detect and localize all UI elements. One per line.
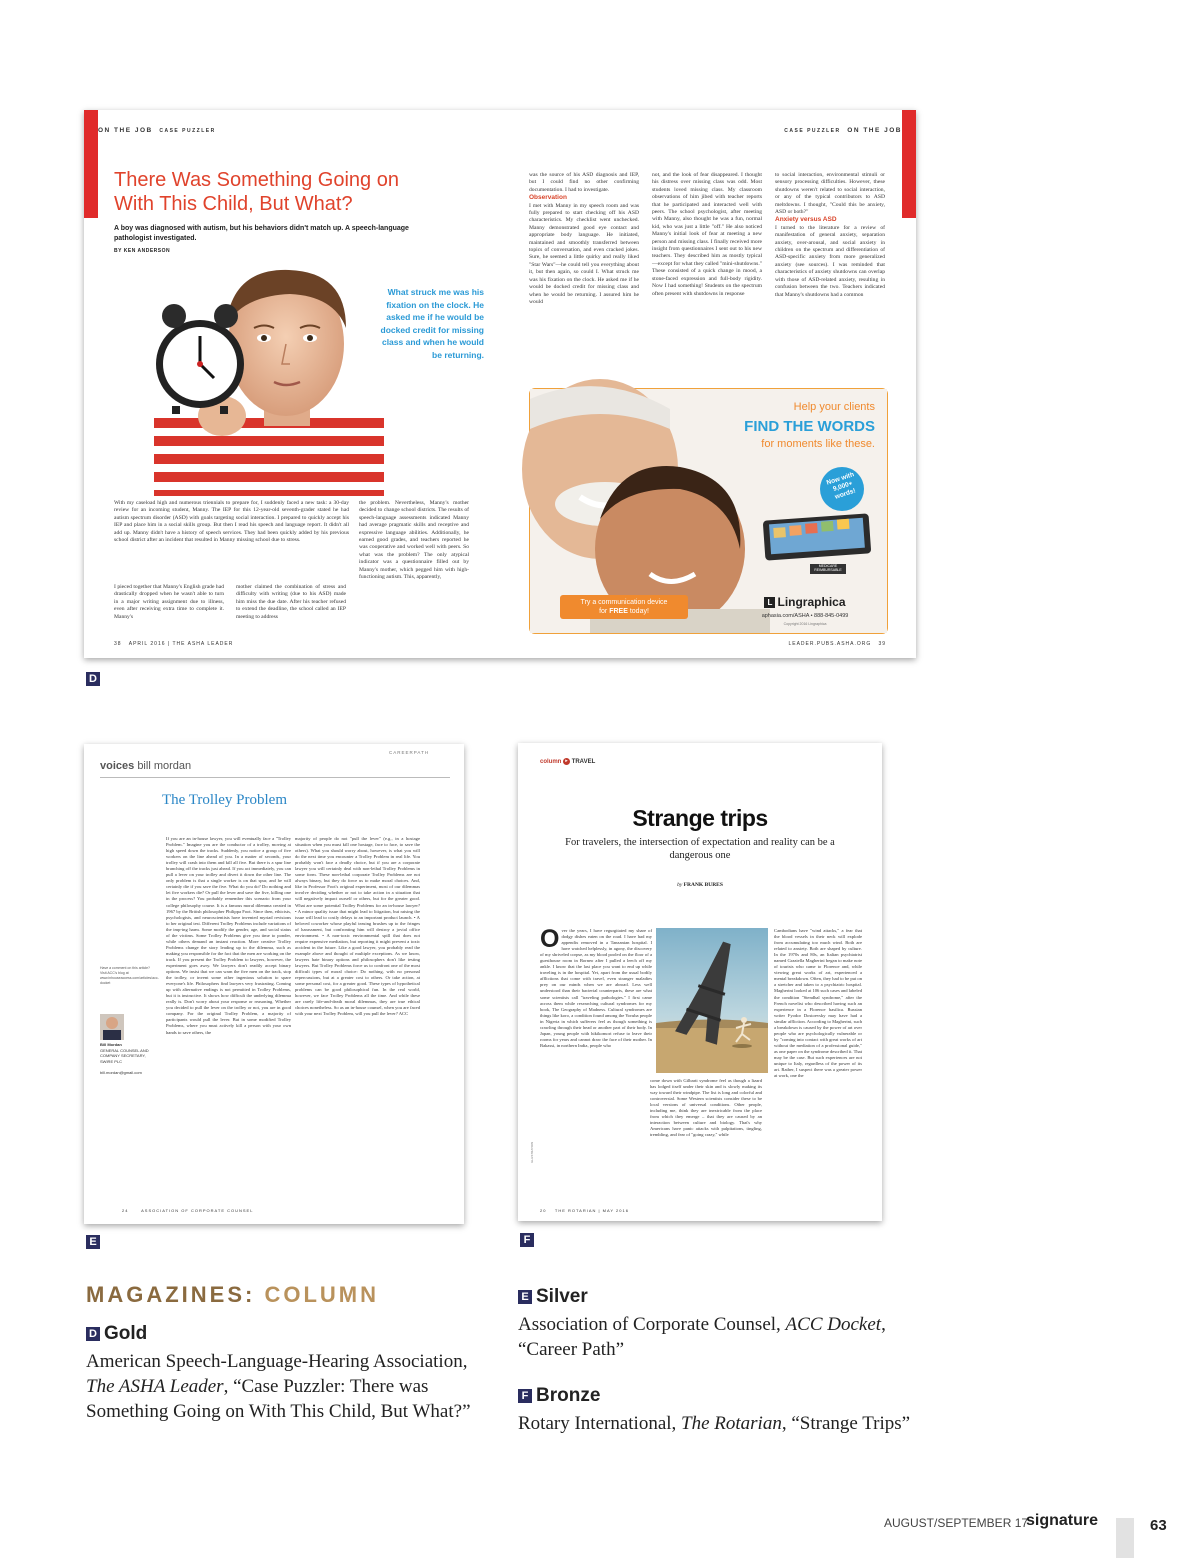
author-box: Bill Mordan GENERAL COUNSEL AND COMPANY SECRETARY, SWIRE PLC bill.mordan@gmail.com xyxy=(100,1042,149,1075)
article-deck: A boy was diagnosed with autism, but his behaviors didn't match up. A speech-language pathologist investigated. xyxy=(114,225,409,242)
right-body-col-2: not, and the look of fear disappeared. I thought his distress over missing class was odd. Most students loved missing class. My classroom observations of him jibed with teacher reports that he participated and interacted well with peers. The school psychologist, after meeting with Manny, also thought he was a fun, normal kid, who was just a little "off." He also noticed Manny's initial look of fear at meeting a new person and missing class. I finally received more insight from questionnaires I sent out to his new teachers. They described him as mostly typical—except for what they called "mini-shutdowns." These consisted of a quick change in mood, a stone-faced expression and full-body rigidity. Now I had something! Students on the spectrum often present with shutdowns in response xyxy=(652,172,762,297)
page-f xyxy=(518,743,882,1221)
left-body-text-3: mother claimed the combination of stress and difficulty with writing (due to his ASD) made him miss the due date. After his teacher refused to extend the deadline, the school called an IEP meeting to address xyxy=(236,584,346,620)
silver-award xyxy=(518,1286,938,1362)
bronze-badge: F xyxy=(518,1389,532,1403)
silver-entry: Association of Corporate Counsel, ACC Docket, “Career Path” xyxy=(518,1314,886,1360)
ad-line-3: for moments like these. xyxy=(761,438,875,450)
ad-medicare: MEDICARE REIMBURSABLE xyxy=(814,564,842,572)
eiffel-tower-art xyxy=(656,928,768,1073)
lingraphica-ad[interactable] xyxy=(529,388,888,634)
article-col-2-f: come down with Gilbarti syndrome feel as though a lizard has lodged itself under their skin and is slowly making its way toward their windpipe. The list is long and colorful and controversial. Some Western scientists consider these to be local versions of universal conditions. Other people, including me, think they are inextricable from the place from which they emerge – that they are caused by an interaction between culture and biology. That's why Americans have panic attacks with palpitations, tingling, trembling, and fear of "going crazy," while xyxy=(650,1078,762,1138)
byline: BY KEN ANDERSON xyxy=(114,248,171,254)
article-title-e: The Trolley Problem xyxy=(162,792,288,808)
ad-copyright: Copyright 2016 Lingraphica xyxy=(783,622,827,626)
article-deck-f: For travelers, the intersection of expectation and reality can be a dangerous one xyxy=(565,837,835,861)
gold-badge: D xyxy=(86,1327,100,1341)
left-body-text-4: the problem. Nevertheless, Manny's mother decided to change school districts. The results of speech-language assessments indicated Manny had average pragmatic skills and receptive and expressive language abilities. Additionally, he earned good grades, and teachers reported he was cooperative and worked well with peers. So what was the problem? The only atypical indicator was a questionnaire filled out by Manny's mother, which pegged him with high-functioning autism. This, apparently, xyxy=(359,500,469,581)
bronze-heading xyxy=(518,1385,938,1407)
eiffel-tower-illustration xyxy=(656,928,768,1073)
article-col-2: majority of people do not "pull the lever" (e.g., in a hostage situation when you must kill one hostage, face to face, to save the others). What you should worry about, however, is what you will do the next time you encounter a Trolley Problem in real life. You probably won't face a deadly choice, but if you are a corporate lawyer you will certainly deal with non-lethal Trolley Problems in some form. These non-lethal corporate Trolley Problems are not always binary, but they do force us to make moral choices. And, like in Professor Foot's original experiment, most of our dilemmas involve deciding whether or not to take action in a situation that will negatively impact ourself or others, but for the greater good. What are some potential Trolley Problems for an in-house lawyer? • A minor quality issue that might lead to litigation, but raising the issue will lead to costly delays to an important product launch. • A beloved coworker whose playful teasing brushes up to the fringes of harassment, but confronting him will destroy a jovial office environment. • A non-toxic environmental spill that does not require expensive mediation, but reporting it might prevent a toxic accident in the future. Like a good lawyer, you probably read the example above and thought of multiple exceptions. As we know, lawyers hate binary options and philosophers don't like testing lawyers. But Trolley Problems force us to confront one of the most difficult types of moral choice: Do nothing, with no personal repercussions, but at a greater cost to others. Or take action, at some personal cost, for a greater good. These types of hypothetical problems can be good philosophical fun. In the real world, however, we face Trolley Problems all the time. And while these are rarely life-and-death moral dilemmas, they are true ethical choices nonetheless. So as an in-house counsel, when you are faced with your next Trolley Problem, will you pull the lever? ACC xyxy=(295,836,420,1017)
column-head: voices bill mordan xyxy=(100,760,192,772)
boy-clock-photo xyxy=(114,266,484,494)
article-title-f: Strange trips xyxy=(632,805,768,831)
article-col-3-f: Cambodians have "wind attacks," a fear that the blood vessels in their neck will explode from accumulating too much wind. Both are related to anxiety. Both are shaped by culture. In the 1970s and 80s, an Italian psychiatrist named Graziella Magherini began to make note of tourists who came to Florence and, while viewing great works of art, experienced a mental breakdown. Often, they had to be put on a stretcher and taken to a psychiatric hospital. Magherini looked at 106 such cases and labeled the condition "Stendhal syndrome," after the French novelist who described having such an experience in a Florence basilica. Russian writer Fyodor Dostoevsky may have had a similar affliction. According to Magherini, such a breakdown is caused by the power of art over people who are psychologically vulnerable or by "coming into contact with great works of art without the mediation of a professional guide," as one paper on the syndrome described it. That may be the case. But such experiences are not unique to Italy, regardless of the power of its art. Rather, I suspect there was a greater power at work, one the xyxy=(774,928,862,1079)
silver-heading xyxy=(518,1286,938,1308)
article-col-1: If you are an in-house lawyer, you will eventually face a "Trolley Problem." Imagine you are the conductor of a trolley, moving at high speed down the tracks. Suddenly, you notice a group of five workers on the line ahead of you. In a matter of seconds, your trolley will crash into them and kill all five. But there is a spur line branching off the tracks just ahead. If you act immediately, you can pull a lever on your trolley and divert it down the other line. The only problem is that a single worker is on that spur, and he will certainly die if you save the five. What do you do? Do nothing and let five workers die? Or pull the lever and save the five, killing one in the process? You probably remember this scenario from your college philosophy course. It is a famous moral dilemma created in 1967 by the British philosopher Philippa Foot. Since then, ethicists, psychologists, and neuroscientists have invented myriad revisions to her original test. Different Trolley Problems include variations of the imp-ing harm. Some modify the gender, age, and social status of the victims. Some Trolley Problems give you time to ponder, while others demand an instant reaction. More creative Trolley Problems change the story leading up to the dilemma, such as making you responsible for the fact that the men are working on the track. If you present the Trolley Problem to lawyers, however, the experiment goes awry. We lawyers don't readily accept binary options. We insist that we can warn the five men on the track, stop the trolley, or invent some other ingenious solution to spare everyone's life. Philosophers find lawyers very frustrating. Coming up with alternative endings is not permitted in Trolley Problems, but it is instructive. It shows how difficult the underlying dilemma really is. Don't worry about your response or reasoning. Whether you decided to pull the lever on the trolley or not, you are in good company. For the original Trolley Problem, a majority of participants would pull the lever. But in some modified Trolley Problems, where you must actively kill a person with your own hands to save others, the xyxy=(166,836,291,1035)
footer-e: 24 ASSOCIATION OF CORPORATE COUNSEL xyxy=(122,1208,254,1213)
article-col-1-f xyxy=(540,925,652,1200)
footer-right: LEADER.PUBS.ASHA.ORG 39 xyxy=(788,641,886,647)
bronze-award xyxy=(518,1385,938,1436)
silver-badge: E xyxy=(518,1290,532,1304)
lingraphica-logo-icon: L xyxy=(764,597,775,608)
category-heading: MAGAZINES: COLUMN xyxy=(86,1282,379,1307)
left-body-text-1: With my caseload high and numerous triennials to prepare for, I suddenly faced a new task: a 30-day review for an incoming student, Manny. The IEP for this 12-year-old seventh-grader stated he had autism spectrum disorder (ASD) with goals targeting social interaction. I prepared to quickly accept his IEP and place him in a social skills group. But then I read his speech and language report. It didn't all add up. Manny didn't have a history of speech services. They had been quickly added by his previous school district after an incident that resulted in Manny missing school due to stress. xyxy=(114,500,349,544)
red-tab-right xyxy=(902,110,916,218)
page-edge-tab xyxy=(1116,1518,1134,1558)
footer-left: 38 APRIL 2016 | THE ASHA LEADER xyxy=(114,641,234,647)
dropcap: O xyxy=(540,925,560,953)
avatar xyxy=(100,1014,124,1040)
gold-entry: American Speech-Language-Hearing Association, The ASHA Leader, “Case Puzzler: There was Something Going on With This Child, But What?” xyxy=(86,1351,471,1422)
badge-d: D xyxy=(86,672,100,686)
spread-d xyxy=(84,110,916,658)
header-rule xyxy=(100,777,450,778)
ad-line-2: FIND THE WORDS xyxy=(744,418,875,435)
badge-e: E xyxy=(86,1235,100,1249)
sidebar-note: Have a comment on this article? Visit ACC's blog at www.inhouseaccess.com/articles/acc-docket xyxy=(100,966,159,985)
badge-f: F xyxy=(520,1233,534,1247)
page-e xyxy=(84,744,464,1224)
col1-text: ver the years, I have regurgitated my share of dodgy dishes eaten on the road. I have had my appendix removed in a Tanzanian hospital. I have watched helplessly, in agony, the discovery of my shriveled corpse, as my blood pooled on the floor of a guesthouse room in Borneo after I pulled a leech off my ankle. I know that the last place you want to end up while traveling is in the hospital. Yet, apart from the usual bodily afflictions that come with travel, even stranger maladies prey on our minds when we are abroad. Less well understood than their bacterial counterparts, these are what some scientists call "traveling pathologies." I first came across them while researching cultural syndromes for my book, The Geography of Madness. Cultural syndromes are things like koro, a condition found among the Yoruba people in Nigeria in which sufferers feel as though something is crawling through their head or another part of their body. In Japan, young people with hikikomori refuse to leave their rooms for years and cannot draw the face of their mother. In Bakassi, in northern India, people who xyxy=(540,928,652,1048)
right-body-col-3: to social interaction, environmental stimuli or sensory processing difficulties. However, these shutdowns weren't related to social interaction, or any of the typical contributors to ASD meltdowns. I thought, "Could this be anxiety, ASD or both?" Anxiety versus ASD I turned to the literature for a review of manifestation of general anxiety, separation anxiety, over-arousal, and social anxiety in children on the spectrum and differentiation of ASD-specific anxiety from more generalized anxiety (see sources). I was reminded that characteristics of anxiety shutdowns can overlap with those of ASD-related anxiety, resulting in confusion between the two. Teachers indicated that Manny's shutdowns had a common xyxy=(775,172,885,298)
bronze-label: Bronze xyxy=(536,1385,601,1406)
left-body-text-2: I pieced together that Manny's English grade had drastically dropped when he wasn't able to turn in a major writing assignment due to illness, even after receiving extra time to complete it. Manny's xyxy=(114,584,224,620)
bronze-entry: Rotary International, The Rotarian, “Strange Trips” xyxy=(518,1413,911,1434)
gold-heading xyxy=(86,1323,486,1345)
right-body-col-1: was the source of his ASD diagnosis and IEP, but I could find no other confirming documentation. I had to investigate. Observation I met with Manny in my speech room and was fully prepared to start checking off his ASD characteristics. My checklist went unchecked. Manny demonstrated good eye contact and appropriate body language. He initiated, maintained and smoothly transferred between topics of conversation, and even cracked jokes. Sure, he seemed a little quirky and really liked "Star Wars"—he could tell you everything about it, but then again, so could I. What struck me was his fixation on the clock. He asked me if he would be docked credit for missing class and when he would be returning. I assured him he would xyxy=(529,172,639,305)
arrow-right-icon: ▸ xyxy=(563,758,570,765)
photo-credit: ILLUSTRATION xyxy=(530,1141,534,1163)
author-portrait xyxy=(100,1014,124,1040)
magazine-name: signature xyxy=(1026,1512,1099,1529)
gold-label: Gold xyxy=(104,1323,148,1344)
ad-contact: aphasia.com/ASHA • 888-845-0499 xyxy=(761,613,849,619)
issue-date: AUGUST/SEPTEMBER 17 xyxy=(884,1516,1029,1530)
ad-brand-logo: L Lingraphica xyxy=(735,595,875,609)
right-running-head: CASE PUZZLER ON THE JOB xyxy=(784,127,902,134)
silver-label: Silver xyxy=(536,1286,588,1307)
red-tab-left xyxy=(84,110,98,218)
article-title: There Was Something Going on With This Child, But What? xyxy=(114,169,399,215)
pull-quote: What struck me was his fixation on the clock. He asked me if he would be docked credit for missing class and when he would be returning. xyxy=(380,287,484,360)
page-number: 63 xyxy=(1150,1517,1167,1534)
ad-line-1: Help your clients xyxy=(793,401,875,413)
ad-burst: Now with 9,000+ words! xyxy=(825,471,857,501)
ad-cta-button[interactable]: Try a communication device for FREE today! xyxy=(580,599,668,615)
gold-award xyxy=(86,1323,486,1424)
byline-f: by FRANK BURES xyxy=(677,882,723,888)
left-running-head: ON THE JOB CASE PUZZLER xyxy=(98,127,216,134)
footer-f: 20 THE ROTARIAN | MAY 2016 xyxy=(540,1208,629,1213)
column-label-f: column ▸ TRAVEL xyxy=(540,758,596,766)
section-label: CAREERPATH xyxy=(389,750,430,755)
